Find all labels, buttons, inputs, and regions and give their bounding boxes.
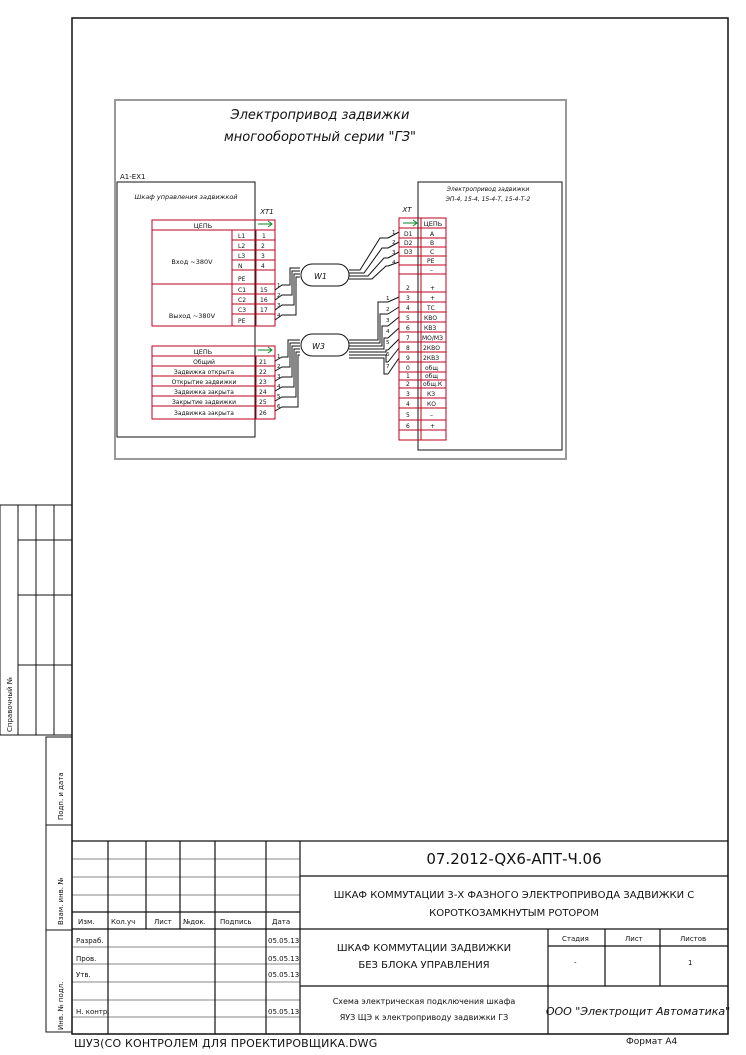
svg-text:-: - — [574, 959, 577, 967]
document-code: 07.2012-QX6-АПТ-Ч.06 — [426, 850, 602, 868]
svg-text:Кол.уч: Кол.уч — [111, 918, 136, 926]
project-title-line-1: ШКАФ КОММУТАЦИИ 3-Х ФАЗНОГО ЭЛЕКТРОПРИВОДА ЗАДВИЖКИ С — [333, 890, 695, 901]
right-row-left: 4 — [406, 401, 410, 408]
power-row-left: N — [238, 263, 243, 270]
right-table-header: ЦЕПЬ — [423, 220, 443, 228]
svg-text:Листов: Листов — [680, 935, 707, 943]
svg-text:Н. контр.: Н. контр. — [76, 1008, 110, 1016]
cable-w3 — [301, 334, 349, 356]
svg-text:Разраб.: Разраб. — [76, 937, 104, 945]
svg-text:Утв.: Утв. — [76, 971, 91, 979]
right-row-left: 0 — [406, 365, 410, 372]
svg-text:4: 4 — [392, 260, 396, 266]
power-row-left: L2 — [238, 243, 246, 250]
stamp-label-1: Подп. и дата — [57, 772, 65, 820]
left-control-cabinet — [117, 173, 275, 437]
signal-row-right: 26 — [259, 410, 267, 417]
right-row-left: 5 — [406, 412, 410, 419]
svg-text:5: 5 — [386, 340, 390, 346]
signal-row-left: Задвижка открыта — [173, 369, 235, 376]
signal-rows — [172, 359, 267, 417]
svg-text:1: 1 — [277, 354, 281, 360]
svg-text:Лист: Лист — [154, 918, 172, 926]
svg-text:1: 1 — [392, 230, 396, 236]
right-row-left: 6 — [406, 325, 410, 332]
left-stamp-column — [0, 505, 72, 1032]
input-voltage-label: Вход ~380V — [171, 258, 213, 266]
right-row-right: A — [430, 231, 435, 238]
svg-text:4: 4 — [386, 329, 390, 335]
svg-text:2: 2 — [277, 293, 281, 299]
power-terminal-table — [152, 220, 275, 326]
right-row-right: PE — [427, 258, 435, 265]
svg-text:Пров.: Пров. — [76, 955, 97, 963]
right-row-right: 2КВО — [423, 345, 440, 352]
svg-text:2: 2 — [386, 307, 390, 313]
stamp-label-3: Инв. № подл. — [57, 981, 65, 1030]
project-title-line-2: КОРОТКОЗАМКНУТЫМ РОТОРОМ — [429, 908, 599, 919]
svg-text:3: 3 — [392, 250, 396, 256]
svg-text:2: 2 — [392, 240, 396, 246]
right-block-title-2: ЭП-4, 15-4, 15-4-Т, 15-4-Т-2 — [445, 196, 531, 203]
right-row-right: КО — [427, 401, 436, 408]
cable-w3-label: W3 — [312, 342, 325, 351]
left-block-title: Шкаф управления задвижкой — [134, 193, 238, 201]
sheet-name-line-1: ШКАФ КОММУТАЦИИ ЗАДВИЖКИ — [336, 943, 512, 954]
right-row-left: 9 — [406, 355, 410, 362]
signal-row-left: Закрытие задвижки — [171, 399, 237, 406]
right-row-right: ТС — [427, 305, 435, 312]
right-row-left: D1 — [404, 231, 413, 238]
signal-row-right: 25 — [259, 399, 267, 406]
stamp-label-2: Взам. инв. № — [57, 877, 65, 925]
svg-text:3: 3 — [386, 318, 390, 324]
power-row-right: 4 — [261, 263, 265, 270]
right-row-left: 2 — [406, 381, 410, 388]
svg-text:6: 6 — [277, 404, 281, 410]
right-rows — [404, 231, 443, 430]
power-row-left: PE — [238, 318, 246, 325]
file-name: ШУЗ(СО КОНТРОЛЕМ ДЛЯ ПРОЕКТИРОВЩИКА.DWG — [74, 1037, 378, 1050]
power-row-right: 2 — [261, 243, 265, 250]
svg-text:05.05.13: 05.05.13 — [268, 1008, 300, 1016]
sheet-format: Формат А4 — [626, 1037, 678, 1047]
power-table-header: ЦЕПЬ — [193, 222, 213, 230]
right-row-right: + — [430, 285, 436, 292]
right-block-title-1: Электропривод задвижки — [446, 186, 530, 193]
right-row-left: 6 — [406, 423, 410, 430]
right-row-right: общ — [425, 365, 439, 372]
power-row-right: 15 — [260, 287, 268, 294]
output-voltage-label: Выход ~380V — [168, 312, 216, 320]
right-row-right: + — [430, 423, 436, 430]
power-row-right: 3 — [261, 253, 265, 260]
svg-text:Дата: Дата — [272, 918, 291, 926]
power-row-left: L3 — [238, 253, 246, 260]
right-row-right: – — [430, 412, 433, 419]
left-wire-numbers — [277, 283, 281, 410]
right-row-left: 3 — [406, 391, 410, 398]
right-row-right: 2КВЗ — [423, 355, 440, 362]
svg-text:2: 2 — [277, 364, 281, 370]
right-row-right: B — [430, 240, 435, 247]
right-row-right: общ — [425, 373, 439, 380]
title-block-col-headers — [78, 918, 290, 926]
ground-arrow-icon — [403, 220, 417, 226]
signal-table-header: ЦЕПЬ — [193, 348, 213, 356]
signal-row-right: 23 — [259, 379, 267, 386]
svg-text:Изм.: Изм. — [78, 918, 95, 926]
right-row-right: КВЗ — [424, 325, 437, 332]
right-row-left: 1 — [406, 373, 410, 380]
power-rows — [238, 233, 268, 325]
sheet-frame — [72, 18, 731, 1034]
svg-text:6: 6 — [386, 352, 390, 358]
stamp-label-0: Справочный № — [6, 677, 14, 732]
signal-row-right: 21 — [259, 359, 267, 366]
doc-name-line-1: Схема электрическая подключения шкафа — [332, 997, 516, 1006]
right-wire-numbers — [386, 230, 396, 370]
diagram-title-line-1: Электропривод задвижки — [230, 108, 410, 123]
signal-row-right: 24 — [259, 389, 267, 396]
power-row-right: 1 — [262, 233, 266, 240]
ground-arrow-icon — [258, 347, 272, 353]
svg-text:Стадия: Стадия — [562, 935, 589, 943]
power-row-left: L1 — [238, 233, 246, 240]
svg-text:3: 3 — [277, 303, 281, 309]
company-name: ООО "Электрощит Автоматика" — [545, 1005, 731, 1018]
svg-text:1: 1 — [688, 959, 693, 967]
right-row-right: КЗ — [427, 391, 436, 398]
svg-text:05.05.13: 05.05.13 — [268, 971, 300, 979]
stage-headers — [562, 935, 706, 967]
right-row-left: 4 — [406, 305, 410, 312]
right-row-right: C — [430, 249, 435, 256]
right-row-right: общ.К — [423, 381, 443, 388]
power-row-left: C1 — [238, 287, 247, 294]
power-row-left: PE — [238, 276, 246, 283]
cable-w1-label: W1 — [314, 272, 327, 281]
right-row-right: МО/МЗ — [422, 335, 443, 342]
svg-text:05.05.13: 05.05.13 — [268, 937, 300, 945]
signal-row-left: Задвижка закрыта — [174, 410, 234, 417]
svg-text:05.05.13: 05.05.13 — [268, 955, 300, 963]
right-row-left: 3 — [406, 295, 410, 302]
svg-text:Лист: Лист — [625, 935, 643, 943]
signal-row-left: Задвижка закрыта — [174, 389, 234, 396]
right-row-left: D2 — [404, 240, 413, 247]
ground-arrow-icon — [258, 221, 272, 227]
right-row-left: D3 — [404, 249, 413, 256]
svg-text:4: 4 — [277, 384, 281, 390]
svg-text:№док.: №док. — [183, 918, 206, 926]
svg-text:3: 3 — [277, 374, 281, 380]
svg-text:Подпись: Подпись — [220, 918, 252, 926]
diagram-title-line-2: многооборотный серии "ГЗ" — [223, 130, 417, 145]
doc-name-line-2: ЯУЗ ЩЭ к электроприводу задвижки ГЗ — [339, 1013, 509, 1022]
svg-text:7: 7 — [386, 364, 390, 370]
signal-row-left: Общий — [193, 359, 215, 366]
right-row-right: + — [430, 295, 436, 302]
svg-text:5: 5 — [277, 394, 281, 400]
signal-row-left: Открытие задвижки — [171, 379, 237, 386]
right-row-right: – — [430, 267, 433, 274]
left-block-ref: А1-ЕХ1 — [120, 173, 146, 181]
svg-text:1: 1 — [386, 296, 390, 302]
right-row-left: 5 — [406, 315, 410, 322]
right-row-left: 7 — [406, 335, 410, 342]
signal-row-right: 22 — [259, 369, 267, 376]
power-row-left: C2 — [238, 297, 247, 304]
right-drive-block — [399, 182, 562, 450]
right-row-right: КВО — [424, 315, 438, 322]
svg-text:4: 4 — [277, 313, 281, 319]
sheet-name-line-2: БЕЗ БЛОКА УПРАВЛЕНИЯ — [358, 960, 490, 971]
right-row-left: 8 — [406, 345, 410, 352]
right-row-left: 2 — [406, 285, 410, 292]
right-terminal-label: ХТ — [402, 206, 412, 214]
power-row-right: 17 — [260, 307, 268, 314]
left-terminal-label: ХТ1 — [260, 208, 274, 216]
svg-text:1: 1 — [277, 283, 281, 289]
power-row-right: 16 — [260, 297, 268, 304]
power-row-left: C3 — [238, 307, 247, 314]
